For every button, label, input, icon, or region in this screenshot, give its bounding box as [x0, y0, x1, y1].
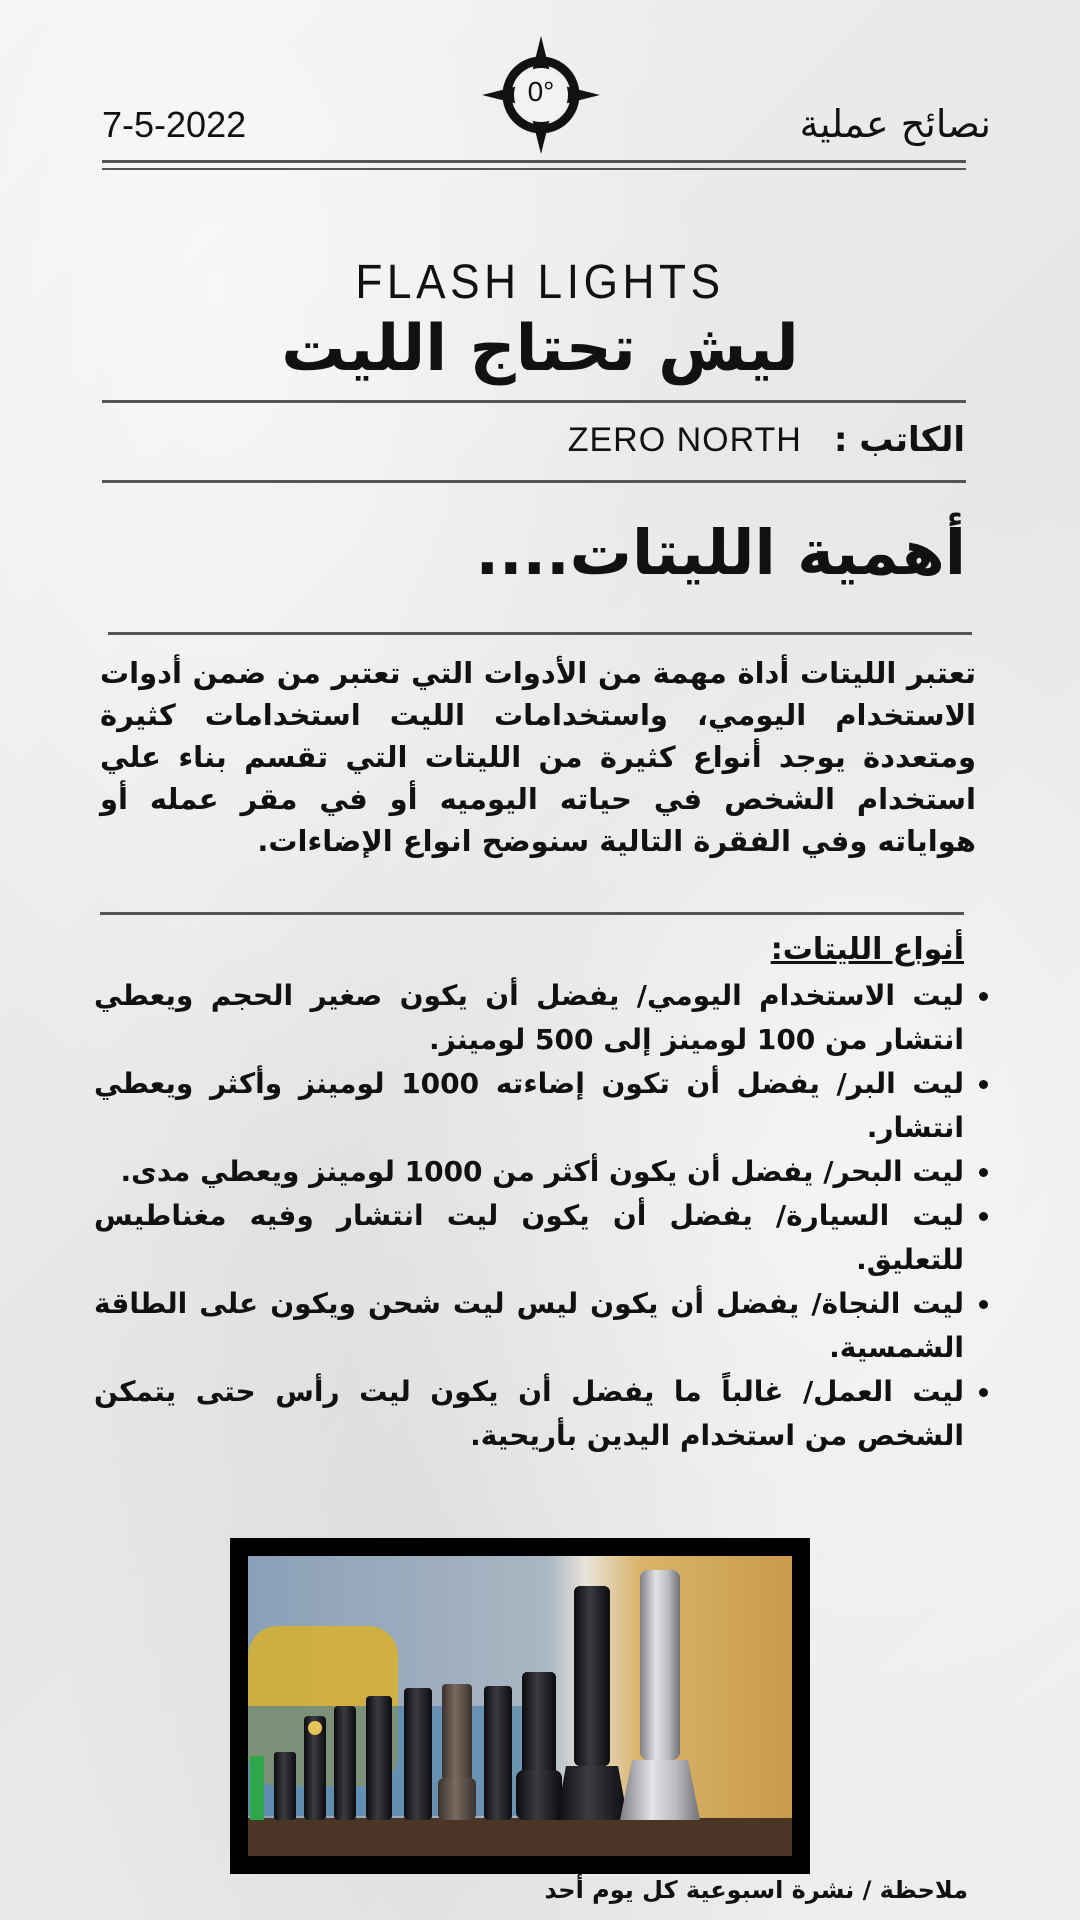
- types-list: [94, 974, 1000, 1458]
- list-item: • ليت النجاة/ يفضل أن يكون ليس ليت شحن ويكون على الطاقة الشمسية.: [94, 1282, 964, 1370]
- author-name: ZERO NORTH: [567, 421, 802, 459]
- section-title: أهمية الليتات....: [475, 516, 966, 589]
- list-item: • ليت البحر/ يفضل أن يكون أكثر من 1000 لومينز ويعطي مدى.: [94, 1150, 964, 1194]
- article-headline: ليش تحتاج الليت: [281, 312, 799, 386]
- types-heading: أنواع الليتات:: [770, 932, 964, 967]
- lead-paragraph: تعتبر الليتات أداة مهمة من الأدوات التي تعتبر من ضمن أدوات الاستخدام اليومي، واستخدامات الليت استخدامات كثيرة ومتعددة يوجد أنواع كثيرة من الليتات التي تقسم بناء علي استخدام الشخص في حياته اليوميه أو في مقر عمله أو هواياته وفي الفقرة التالية سنوضح انواع الإضاءات.: [100, 656, 976, 858]
- list-item: • ليت السيارة/ يفضل أن يكون ليت انتشار وفيه مغناطيس للتعليق.: [94, 1194, 964, 1282]
- section-rule: [108, 632, 972, 635]
- flashlight-photo-frame: [230, 1538, 810, 1874]
- list-item: • ليت العمل/ غالباً ما يفضل أن يكون ليت رأس حتى يتمكن الشخص من استخدام اليدين بأريحية.: [94, 1370, 964, 1458]
- headline-rule: [102, 400, 966, 403]
- compass-degree-label: 0°: [527, 76, 555, 107]
- issue-date: 7-5-2022: [102, 104, 247, 145]
- byline: [568, 420, 965, 460]
- header-double-rule-top: [102, 160, 966, 163]
- flashlights-illustration: [248, 1556, 792, 1856]
- article-kicker: FLASH LIGHTS: [355, 256, 725, 309]
- author-label: الكاتب :: [833, 420, 965, 460]
- lead-rule: [100, 912, 964, 915]
- list-item: • ليت الاستخدام اليومي/ يفضل أن يكون صغير الحجم ويعطي انتشار من 100 لومينز إلى 500 لومينز.: [94, 974, 964, 1062]
- list-item: • ليت البر/ يفضل أن تكون إضاءته 1000 لومينز وأكثر ويعطي انتشار.: [94, 1062, 964, 1150]
- byline-rule: [102, 480, 966, 483]
- header-double-rule-bottom: [102, 168, 966, 170]
- section-label: نصائح عملية: [799, 102, 991, 146]
- footnote: ملاحظة / نشرة اسبوعية كل يوم أحد: [544, 1876, 968, 1904]
- flashlight-photo: [248, 1556, 792, 1856]
